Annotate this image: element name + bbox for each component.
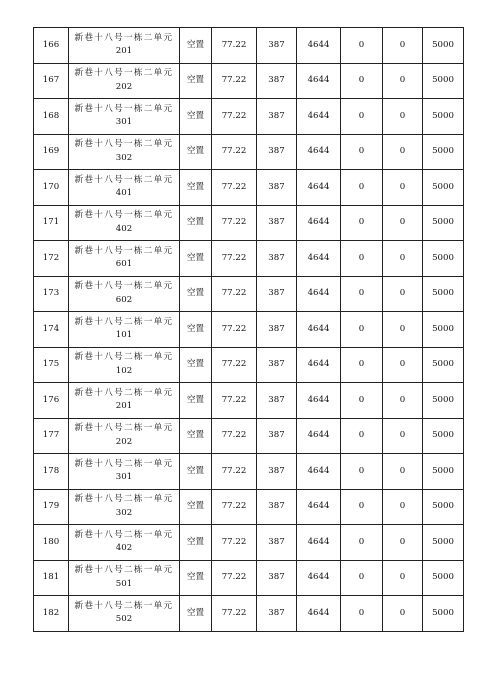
- address-cell: [69, 63, 180, 99]
- table-row: [34, 525, 464, 561]
- table-row: [34, 99, 464, 135]
- row-number-cell: 170: [34, 170, 69, 206]
- monthly-amount-cell: 387: [257, 205, 297, 241]
- status-cell: 空置: [180, 560, 212, 596]
- address-line: 新巷十八号二栋一单元: [74, 565, 174, 575]
- deposit-amount-cell: 5000: [423, 134, 464, 170]
- owed-amount-cell: 0: [383, 205, 423, 241]
- address-line: 新巷十八号一栋二单元: [74, 245, 174, 256]
- annual-amount-cell: 4644: [297, 454, 341, 490]
- unit-number: 602: [115, 294, 133, 305]
- unit-number: 202: [115, 81, 133, 92]
- owed-amount-cell: 0: [383, 418, 423, 454]
- monthly-amount-cell: 387: [257, 241, 297, 277]
- annual-amount-cell: 4644: [297, 205, 341, 241]
- status-cell: 空置: [180, 241, 212, 277]
- annual-amount-cell: 4644: [297, 99, 341, 135]
- row-number-cell: 176: [34, 383, 69, 419]
- unit-number: 502: [115, 614, 133, 625]
- deposit-amount-cell: 5000: [423, 596, 464, 632]
- monthly-amount-cell: 387: [257, 276, 297, 312]
- status-cell: 空置: [180, 276, 212, 312]
- table-row: [34, 170, 464, 206]
- table-row: [34, 205, 464, 241]
- row-number-cell: 172: [34, 241, 69, 277]
- annual-amount-cell: 4644: [297, 418, 341, 454]
- table-row: [34, 28, 464, 64]
- table-row: [34, 134, 464, 170]
- row-number-cell: 179: [34, 489, 69, 525]
- unit-number: 202: [115, 436, 133, 447]
- unit-number: 101: [115, 330, 133, 341]
- address-cell: [69, 241, 180, 277]
- unit-number: 302: [115, 507, 133, 518]
- table-row: [34, 560, 464, 596]
- ledger-body: [34, 28, 464, 632]
- area-cell: 77.22: [212, 418, 257, 454]
- annual-amount-cell: 4644: [297, 596, 341, 632]
- monthly-amount-cell: 387: [257, 99, 297, 135]
- deposit-amount-cell: 5000: [423, 454, 464, 490]
- row-number-cell: 168: [34, 99, 69, 135]
- paid-amount-cell: 0: [341, 560, 383, 596]
- status-cell: 空置: [180, 312, 212, 348]
- address-cell: [69, 418, 180, 454]
- area-cell: 77.22: [212, 134, 257, 170]
- unit-number: 301: [115, 117, 133, 128]
- area-cell: 77.22: [212, 99, 257, 135]
- unit-number: 201: [115, 46, 133, 57]
- row-number-cell: 173: [34, 276, 69, 312]
- deposit-amount-cell: 5000: [423, 63, 464, 99]
- monthly-amount-cell: 387: [257, 454, 297, 490]
- annual-amount-cell: 4644: [297, 241, 341, 277]
- status-cell: 空置: [180, 134, 212, 170]
- paid-amount-cell: 0: [341, 170, 383, 206]
- deposit-amount-cell: 5000: [423, 489, 464, 525]
- deposit-amount-cell: 5000: [423, 28, 464, 64]
- address-cell: [69, 170, 180, 206]
- monthly-amount-cell: 387: [257, 525, 297, 561]
- deposit-amount-cell: 5000: [423, 276, 464, 312]
- status-cell: 空置: [180, 596, 212, 632]
- property-ledger-table: [33, 27, 464, 632]
- status-cell: 空置: [180, 99, 212, 135]
- unit-number: 501: [115, 578, 133, 589]
- paid-amount-cell: 0: [341, 418, 383, 454]
- owed-amount-cell: 0: [383, 312, 423, 348]
- area-cell: 77.22: [212, 454, 257, 490]
- paid-amount-cell: 0: [341, 347, 383, 383]
- owed-amount-cell: 0: [383, 63, 423, 99]
- area-cell: 77.22: [212, 312, 257, 348]
- annual-amount-cell: 4644: [297, 347, 341, 383]
- area-cell: 77.22: [212, 276, 257, 312]
- owed-amount-cell: 0: [383, 560, 423, 596]
- status-cell: 空置: [180, 454, 212, 490]
- deposit-amount-cell: 5000: [423, 383, 464, 419]
- area-cell: 77.22: [212, 383, 257, 419]
- paid-amount-cell: 0: [341, 134, 383, 170]
- annual-amount-cell: 4644: [297, 276, 341, 312]
- row-number-cell: 178: [34, 454, 69, 490]
- address-cell: [69, 134, 180, 170]
- row-number-cell: 181: [34, 560, 69, 596]
- owed-amount-cell: 0: [383, 596, 423, 632]
- paid-amount-cell: 0: [341, 205, 383, 241]
- paid-amount-cell: 0: [341, 312, 383, 348]
- address-cell: [69, 312, 180, 348]
- paid-amount-cell: 0: [341, 99, 383, 135]
- monthly-amount-cell: 387: [257, 312, 297, 348]
- paid-amount-cell: 0: [341, 276, 383, 312]
- address-line: 新巷十八号二栋一单元: [74, 423, 174, 433]
- area-cell: 77.22: [212, 63, 257, 99]
- area-cell: 77.22: [212, 241, 257, 277]
- monthly-amount-cell: 387: [257, 489, 297, 525]
- unit-number: 601: [115, 259, 133, 270]
- paid-amount-cell: 0: [341, 383, 383, 419]
- row-number-cell: 180: [34, 525, 69, 561]
- status-cell: 空置: [180, 28, 212, 64]
- monthly-amount-cell: 387: [257, 63, 297, 99]
- owed-amount-cell: 0: [383, 383, 423, 419]
- deposit-amount-cell: 5000: [423, 241, 464, 277]
- monthly-amount-cell: 387: [257, 560, 297, 596]
- table-row: [34, 276, 464, 312]
- annual-amount-cell: 4644: [297, 489, 341, 525]
- address-cell: [69, 347, 180, 383]
- deposit-amount-cell: 5000: [423, 525, 464, 561]
- address-cell: [69, 489, 180, 525]
- unit-number: 201: [115, 401, 133, 412]
- unit-number: 402: [115, 223, 133, 234]
- owed-amount-cell: 0: [383, 134, 423, 170]
- address-line: 新巷十八号一栋二单元: [74, 139, 174, 149]
- annual-amount-cell: 4644: [297, 560, 341, 596]
- table-row: [34, 489, 464, 525]
- status-cell: 空置: [180, 63, 212, 99]
- annual-amount-cell: 4644: [297, 28, 341, 64]
- address-cell: [69, 276, 180, 312]
- row-number-cell: 171: [34, 205, 69, 241]
- row-number-cell: 167: [34, 63, 69, 99]
- owed-amount-cell: 0: [383, 276, 423, 312]
- address-line: 新巷十八号二栋一单元: [74, 529, 174, 540]
- table-row: [34, 454, 464, 490]
- row-number-cell: 174: [34, 312, 69, 348]
- area-cell: 77.22: [212, 347, 257, 383]
- annual-amount-cell: 4644: [297, 383, 341, 419]
- deposit-amount-cell: 5000: [423, 170, 464, 206]
- address-line: 新巷十八号二栋一单元: [74, 600, 174, 611]
- table-row: [34, 347, 464, 383]
- deposit-amount-cell: 5000: [423, 99, 464, 135]
- monthly-amount-cell: 387: [257, 596, 297, 632]
- address-cell: [69, 525, 180, 561]
- owed-amount-cell: 0: [383, 28, 423, 64]
- address-line: 新巷十八号二栋一单元: [74, 387, 174, 398]
- row-number-cell: 169: [34, 134, 69, 170]
- paid-amount-cell: 0: [341, 63, 383, 99]
- row-number-cell: 166: [34, 28, 69, 64]
- area-cell: 77.22: [212, 205, 257, 241]
- annual-amount-cell: 4644: [297, 170, 341, 206]
- address-cell: [69, 205, 180, 241]
- status-cell: 空置: [180, 489, 212, 525]
- address-line: 新巷十八号二栋一单元: [74, 352, 174, 362]
- status-cell: 空置: [180, 418, 212, 454]
- monthly-amount-cell: 387: [257, 170, 297, 206]
- row-number-cell: 175: [34, 347, 69, 383]
- owed-amount-cell: 0: [383, 489, 423, 525]
- address-line: 新巷十八号一栋二单元: [74, 210, 174, 220]
- row-number-cell: 182: [34, 596, 69, 632]
- paid-amount-cell: 0: [341, 241, 383, 277]
- address-cell: [69, 383, 180, 419]
- address-cell: [69, 560, 180, 596]
- paid-amount-cell: 0: [341, 525, 383, 561]
- annual-amount-cell: 4644: [297, 134, 341, 170]
- table-row: [34, 312, 464, 348]
- paid-amount-cell: 0: [341, 489, 383, 525]
- address-line: 新巷十八号一栋二单元: [74, 281, 174, 291]
- address-line: 新巷十八号一栋二单元: [74, 103, 174, 114]
- monthly-amount-cell: 387: [257, 418, 297, 454]
- area-cell: 77.22: [212, 560, 257, 596]
- address-line: 新巷十八号二栋一单元: [74, 316, 174, 327]
- owed-amount-cell: 0: [383, 99, 423, 135]
- address-line: 新巷十八号二栋一单元: [74, 494, 174, 504]
- status-cell: 空置: [180, 205, 212, 241]
- table-row: [34, 241, 464, 277]
- monthly-amount-cell: 387: [257, 134, 297, 170]
- status-cell: 空置: [180, 525, 212, 561]
- address-line: 新巷十八号一栋二单元: [74, 174, 174, 185]
- status-cell: 空置: [180, 383, 212, 419]
- unit-number: 401: [115, 188, 133, 199]
- paid-amount-cell: 0: [341, 28, 383, 64]
- table-row: [34, 418, 464, 454]
- paid-amount-cell: 0: [341, 596, 383, 632]
- table-row: [34, 63, 464, 99]
- address-cell: [69, 28, 180, 64]
- address-line: 新巷十八号一栋二单元: [74, 68, 174, 78]
- address-line: 新巷十八号二栋一单元: [74, 458, 174, 469]
- owed-amount-cell: 0: [383, 347, 423, 383]
- monthly-amount-cell: 387: [257, 28, 297, 64]
- table-row: [34, 596, 464, 632]
- address-cell: [69, 454, 180, 490]
- monthly-amount-cell: 387: [257, 383, 297, 419]
- unit-number: 301: [115, 472, 133, 483]
- deposit-amount-cell: 5000: [423, 560, 464, 596]
- annual-amount-cell: 4644: [297, 525, 341, 561]
- owed-amount-cell: 0: [383, 170, 423, 206]
- annual-amount-cell: 4644: [297, 312, 341, 348]
- status-cell: 空置: [180, 170, 212, 206]
- owed-amount-cell: 0: [383, 454, 423, 490]
- deposit-amount-cell: 5000: [423, 347, 464, 383]
- monthly-amount-cell: 387: [257, 347, 297, 383]
- deposit-amount-cell: 5000: [423, 312, 464, 348]
- address-cell: [69, 99, 180, 135]
- status-cell: 空置: [180, 347, 212, 383]
- deposit-amount-cell: 5000: [423, 205, 464, 241]
- unit-number: 302: [115, 152, 133, 163]
- area-cell: 77.22: [212, 170, 257, 206]
- owed-amount-cell: 0: [383, 241, 423, 277]
- annual-amount-cell: 4644: [297, 63, 341, 99]
- address-cell: [69, 596, 180, 632]
- area-cell: 77.22: [212, 489, 257, 525]
- row-number-cell: 177: [34, 418, 69, 454]
- address-line: 新巷十八号一栋二单元: [74, 32, 174, 43]
- deposit-amount-cell: 5000: [423, 418, 464, 454]
- owed-amount-cell: 0: [383, 525, 423, 561]
- area-cell: 77.22: [212, 28, 257, 64]
- unit-number: 402: [115, 543, 133, 554]
- area-cell: 77.22: [212, 596, 257, 632]
- paid-amount-cell: 0: [341, 454, 383, 490]
- unit-number: 102: [115, 365, 133, 376]
- area-cell: 77.22: [212, 525, 257, 561]
- table-row: [34, 383, 464, 419]
